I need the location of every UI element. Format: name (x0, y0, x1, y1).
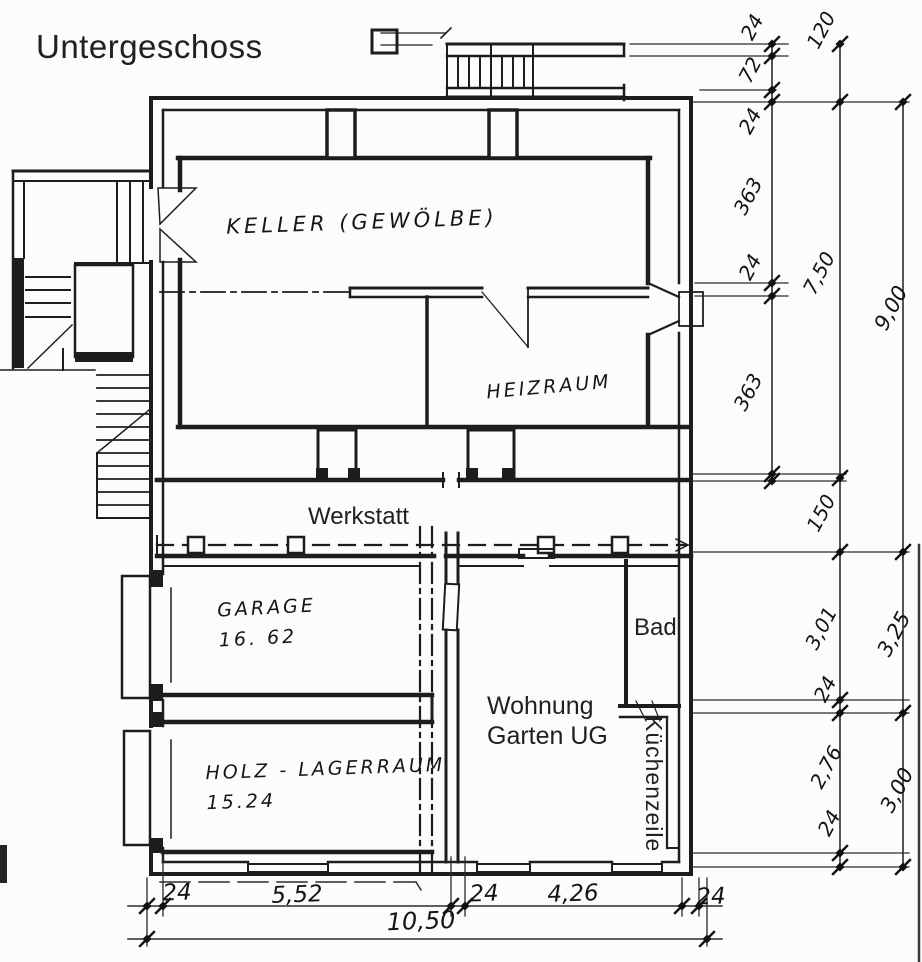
central-wall (420, 527, 459, 874)
room-label-garage (216, 590, 318, 655)
room-label-kuechenzeile: Küchenzeile (641, 716, 667, 853)
room-label-keller: KELLER (GEWÖLBE) (225, 205, 499, 239)
dim-label: 3,01 (799, 602, 843, 654)
right-dimension-lines (630, 37, 913, 874)
top-stairs (372, 28, 624, 100)
garage-name: GARAGE (216, 594, 317, 622)
dim-label: 4,26 (546, 880, 600, 908)
wohnung-line1: Wohnung (487, 692, 594, 720)
room-label-heizraum: HEIZRAUM (485, 370, 613, 404)
dim-label: 24 (812, 806, 846, 840)
dim-label: 2,76 (804, 741, 848, 793)
dim-label: 3,25 (872, 607, 916, 661)
holz-area: 15.24 (206, 789, 277, 815)
dim-label: 24 (733, 250, 767, 284)
dim-label: 24 (735, 10, 769, 44)
page-title: Untergeschoss (36, 28, 263, 65)
dim-label: 7,50 (797, 247, 841, 299)
holz-name: HOLZ - LAGERRAUM (205, 753, 446, 785)
werkstatt-walls (157, 430, 688, 554)
dim-label: 5,52 (270, 881, 324, 909)
room-label-holz (205, 750, 447, 818)
dim-label: 24 (468, 880, 500, 908)
entrance-stairs (0, 171, 196, 370)
dim-label: 24 (695, 883, 727, 911)
dim-label: 150 (801, 490, 841, 536)
dim-label: 24 (161, 879, 193, 907)
dim-label: 24 (808, 672, 842, 706)
room-label-wohnung (487, 691, 608, 751)
dim-label: 363 (728, 173, 768, 219)
dim-label-total: 10,50 (386, 905, 456, 937)
dim-label: 72 (733, 53, 767, 87)
room-label-werkstatt: Werkstatt (308, 503, 409, 530)
dim-label: 120 (801, 7, 841, 53)
wohnung-line2: Garten UG (487, 722, 608, 750)
dim-label: 24 (733, 104, 767, 138)
dim-label: 3,00 (875, 763, 919, 817)
keller-walls (160, 110, 703, 427)
room-label-bad: Bad (634, 614, 677, 641)
dim-label: 9,00 (869, 281, 913, 335)
dim-label: 363 (728, 369, 768, 415)
garage-area: 16. 62 (218, 625, 298, 652)
side-stairs (97, 375, 151, 518)
